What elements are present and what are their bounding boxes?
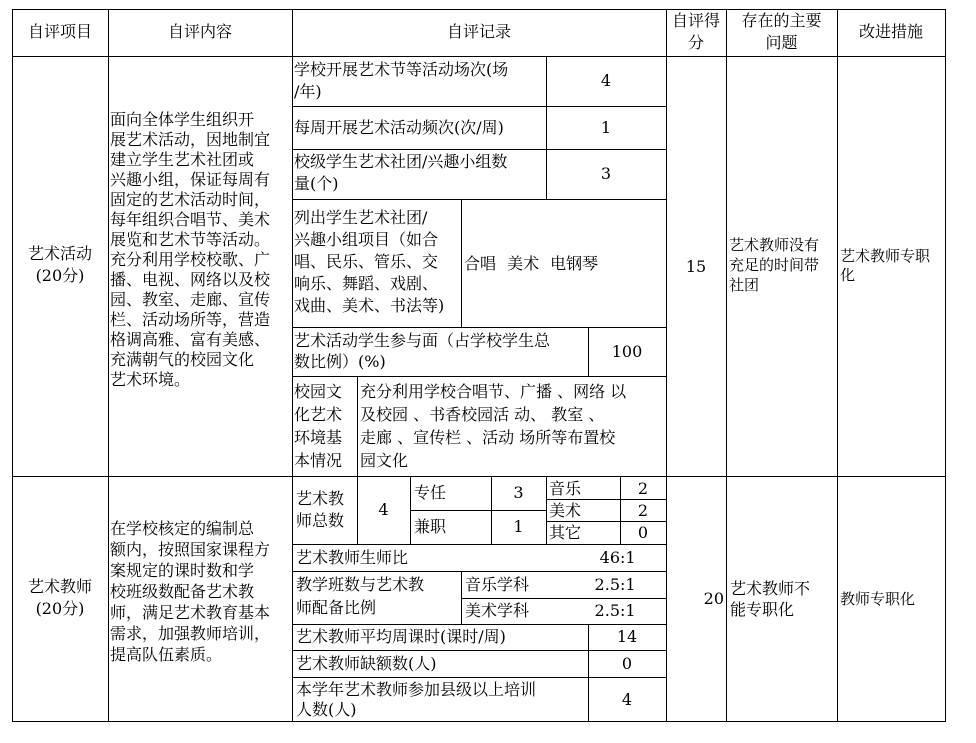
art-teacher-label: 美术 bbox=[549, 501, 582, 520]
header-score: 自评得 bbox=[671, 11, 720, 30]
art-subject-suffix: :1 bbox=[620, 601, 636, 620]
activity-count-label: 学校开展艺术节等活动场次(场 bbox=[294, 60, 509, 79]
club-count-label: 量(个) bbox=[294, 174, 339, 193]
other-teacher-label: 其它 bbox=[549, 523, 582, 542]
training-label: 人数(人) bbox=[296, 700, 357, 719]
club-count-value: 3 bbox=[600, 164, 612, 183]
weekly-frequency-label: 每周开展艺术活动频次(次/周) bbox=[294, 118, 504, 137]
teacher-total-value: 4 bbox=[378, 500, 389, 519]
table-border bbox=[12, 9, 946, 10]
club-count-label: 校级学生艺术社团/兴趣小组数 bbox=[294, 152, 508, 171]
header-score: 分 bbox=[687, 33, 704, 52]
participation-value: 100 bbox=[611, 342, 643, 361]
weekly-hours-label: 艺术教师平均周课时(课时/周) bbox=[296, 627, 506, 646]
table-border bbox=[292, 149, 666, 150]
table-border bbox=[292, 650, 666, 651]
table-border bbox=[546, 521, 666, 522]
class-ratio-label: 教学班数与艺术教 bbox=[296, 575, 425, 594]
header-record: 自评记录 bbox=[446, 22, 511, 41]
art-subject-value: 2.5 bbox=[594, 601, 620, 620]
student-teacher-ratio-suffix: :1 bbox=[620, 548, 636, 567]
header-measure: 改进措施 bbox=[858, 22, 923, 41]
participation-label: 艺术活动学生参与面（占学校学生总 bbox=[294, 331, 551, 350]
table-border bbox=[945, 9, 946, 722]
class-ratio-label: 师配备比例 bbox=[296, 598, 377, 617]
table-border bbox=[12, 721, 946, 722]
table-border bbox=[461, 598, 666, 599]
table-border bbox=[292, 571, 666, 572]
teacher-total-label: 师总数 bbox=[296, 511, 345, 530]
section2-score: 20 bbox=[703, 589, 724, 608]
activity-count-value: 4 bbox=[600, 71, 612, 90]
section2-measure: 教师专职化 bbox=[840, 590, 916, 608]
header-item: 自评项目 bbox=[27, 22, 92, 41]
table-border bbox=[292, 327, 666, 328]
fulltime-label: 专任 bbox=[414, 483, 447, 502]
music-teacher-value: 2 bbox=[637, 479, 649, 498]
table-border bbox=[546, 476, 547, 544]
participation-label: 数比例）(%) bbox=[294, 352, 386, 371]
music-subject-label: 音乐学科 bbox=[465, 575, 530, 594]
header-content: 自评内容 bbox=[167, 22, 232, 41]
table-border bbox=[546, 499, 666, 500]
weekly-frequency-value: 1 bbox=[600, 118, 612, 137]
table-border bbox=[108, 9, 109, 722]
art-teacher-value: 2 bbox=[637, 501, 649, 520]
header-problem: 问题 bbox=[765, 33, 798, 52]
table-border bbox=[666, 9, 667, 722]
table-border bbox=[461, 199, 462, 327]
table-border bbox=[12, 56, 946, 57]
music-subject-suffix: :1 bbox=[620, 575, 636, 594]
activity-count-label: /年) bbox=[294, 82, 322, 101]
table-border bbox=[12, 476, 946, 477]
table-border bbox=[292, 544, 666, 545]
training-label: 本学年艺术教师参加县级以上培训 bbox=[296, 680, 537, 699]
student-teacher-ratio-label: 艺术教师生师比 bbox=[296, 548, 409, 567]
table-border bbox=[292, 624, 666, 625]
parttime-value: 1 bbox=[513, 517, 524, 536]
section1-item: 艺术活动 bbox=[27, 244, 92, 263]
fulltime-value: 3 bbox=[513, 483, 524, 502]
section1-score: 15 bbox=[685, 257, 707, 276]
student-teacher-ratio-value: 46 bbox=[599, 548, 620, 567]
table-border bbox=[292, 376, 666, 377]
self-evaluation-table: 自评项目 自评内容 自评记录 自评得 分 存在的主要 问题 改进措施 艺术活动 (20分) 面向全体学生组织开 展艺术活动，因地制宜 建立学生艺术社团或 兴趣小组，保证每周有 固定的艺术活动时间， 每年组织合唱节、美术 展览和艺术节等活动。 充分利用学校校歌、广 播、电视、网络以及校 园、教室、走廊、宣传 栏、活动场所等，营造 格调高雅、富有美感、 充满朝气的校园文化 艺术环境。 学校开展艺术节等活动场次(场 /年) 4 每周开展艺术活动频次(次/周) 1 校级学生艺术社团/兴趣小组数 量(个) 3 列出学生艺术社团/ 兴趣小组项目（如合 唱、民乐、管乐、交 响乐、舞蹈、戏剧、 戏曲、美术、书法等) 合唱 美术 电钢琴 艺术活动学生参与面（占学校学生总 数比例）(%) 100 校园文 化艺术 环境基 本情况 充分利用学校合唱节、广播 、网络 以 及校园 、书香校园活 动、 教室 、 走廊 、宣传栏 、活动 场所等布置校 园文化 15 艺术教师没有 充足的时间带 社团 艺术教师专职 化 艺术教师 (20分) 在学校核定的编制总 额内，按照国家课程方 案规定的课时数和学 校班级数配备艺术教 师，满足艺术教育基本 需求，加强教师培训， 提高队伍素质。 艺术教 师总数 4 专任 3 兼职 1 音乐 2 美术 2 其它 0 艺术教师生师比 46 :1 教学班数与艺术教 师配备比例 音乐学科 2.5 :1 美术学科 2.5 :1 艺术教师平均周课时(课时/周) 14 艺术教师缺额数(人) 0 本学年艺术教师参加县级以上培训 人数(人) 4 20 艺术教师不 能专职化 教师专职化 bbox=[0, 0, 976, 743]
music-subject-value: 2.5 bbox=[594, 575, 620, 594]
section2-item: 艺术教师 bbox=[27, 577, 92, 596]
parttime-label: 兼职 bbox=[414, 517, 447, 536]
training-value: 4 bbox=[621, 690, 633, 709]
section2-item: (20分) bbox=[35, 599, 85, 618]
art-subject-label: 美术学科 bbox=[465, 601, 530, 620]
other-teacher-value: 0 bbox=[637, 523, 649, 542]
table-border bbox=[292, 9, 293, 722]
table-border bbox=[726, 9, 727, 722]
table-border bbox=[292, 199, 666, 200]
shortage-value: 0 bbox=[621, 654, 633, 673]
music-teacher-label: 音乐 bbox=[549, 479, 582, 498]
teacher-total-label: 艺术教 bbox=[296, 489, 345, 508]
club-list-value: 合唱 美术 电钢琴 bbox=[464, 254, 599, 273]
table-border bbox=[837, 9, 838, 722]
section1-item: (20分) bbox=[35, 266, 85, 285]
table-border bbox=[410, 510, 546, 511]
header-problem: 存在的主要 bbox=[741, 11, 822, 30]
weekly-hours-value: 14 bbox=[616, 627, 638, 646]
table-border bbox=[357, 376, 358, 476]
table-border bbox=[292, 106, 666, 107]
shortage-label: 艺术教师缺额数(人) bbox=[296, 654, 437, 673]
table-border bbox=[292, 677, 666, 678]
